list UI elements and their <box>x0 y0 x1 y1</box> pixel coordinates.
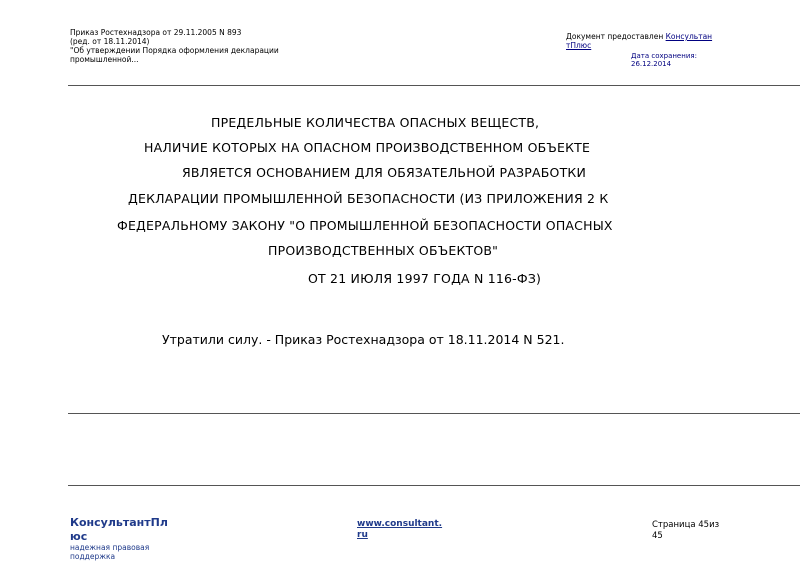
save-date-label: Дата сохранения: <box>631 52 697 60</box>
tagline-line: поддержка <box>70 552 116 561</box>
provider-info <box>566 32 746 50</box>
brand-tagline <box>70 543 170 561</box>
doc-ref-line: "Об утверждении Порядка оформления декларации <box>70 46 279 55</box>
title-line: НАЛИЧИЕ КОТОРЫХ НА ОПАСНОМ ПРОИЗВОДСТВЕННОМ ОБЪЕКТЕ <box>144 140 591 155</box>
title-line: ПРЕДЕЛЬНЫЕ КОЛИЧЕСТВА ОПАСНЫХ ВЕЩЕСТВ, <box>211 115 540 130</box>
provided-by-label: Документ предоставлен <box>566 32 666 41</box>
footer-divider <box>68 485 800 486</box>
website-link-text[interactable]: ru <box>357 530 368 540</box>
header-divider <box>68 85 800 86</box>
repealed-note: Утратили силу. - Приказ Ростехнадзора от 18.11.2014 N 521. <box>162 332 565 347</box>
content-divider <box>68 413 800 414</box>
brand-logo <box>70 516 200 544</box>
title-line: ДЕКЛАРАЦИИ ПРОМЫШЛЕННОЙ БЕЗОПАСНОСТИ (ИЗ ПРИЛОЖЕНИЯ 2 К <box>128 191 609 206</box>
page-number-text: Страница 45из <box>652 520 720 530</box>
title-line: ОТ 21 ИЮЛЯ 1997 ГОДА N 116-ФЗ) <box>308 271 542 286</box>
document-reference <box>70 28 310 64</box>
page-number-text: 45 <box>652 531 663 541</box>
doc-ref-line: промышленной... <box>70 55 139 64</box>
provider-link[interactable]: тПлюс <box>566 41 592 50</box>
title-line: ПРОИЗВОДСТВЕННЫХ ОБЪЕКТОВ" <box>268 243 499 258</box>
website-link-text[interactable]: www.consultant. <box>357 519 443 529</box>
tagline-line: надежная правовая <box>70 543 150 552</box>
title-line: ЯВЛЯЕТСЯ ОСНОВАНИЕМ ДЛЯ ОБЯЗАТЕЛЬНОЙ РАЗРАБОТКИ <box>182 165 587 180</box>
doc-ref-line: Приказ Ростехнадзора от 29.11.2005 N 893 <box>70 28 242 37</box>
doc-ref-line: (ред. от 18.11.2014) <box>70 37 150 46</box>
brand-name: юс <box>70 530 88 543</box>
save-date-block <box>631 52 697 68</box>
save-date-value: 26.12.2014 <box>631 60 672 68</box>
website-link[interactable] <box>357 519 452 541</box>
page-number <box>652 520 732 542</box>
title-line: ФЕДЕРАЛЬНОМУ ЗАКОНУ "О ПРОМЫШЛЕННОЙ БЕЗОПАСНОСТИ ОПАСНЫХ <box>117 218 613 233</box>
brand-name: КонсультантПл <box>70 516 168 529</box>
provider-link[interactable]: Консультан <box>665 32 713 41</box>
